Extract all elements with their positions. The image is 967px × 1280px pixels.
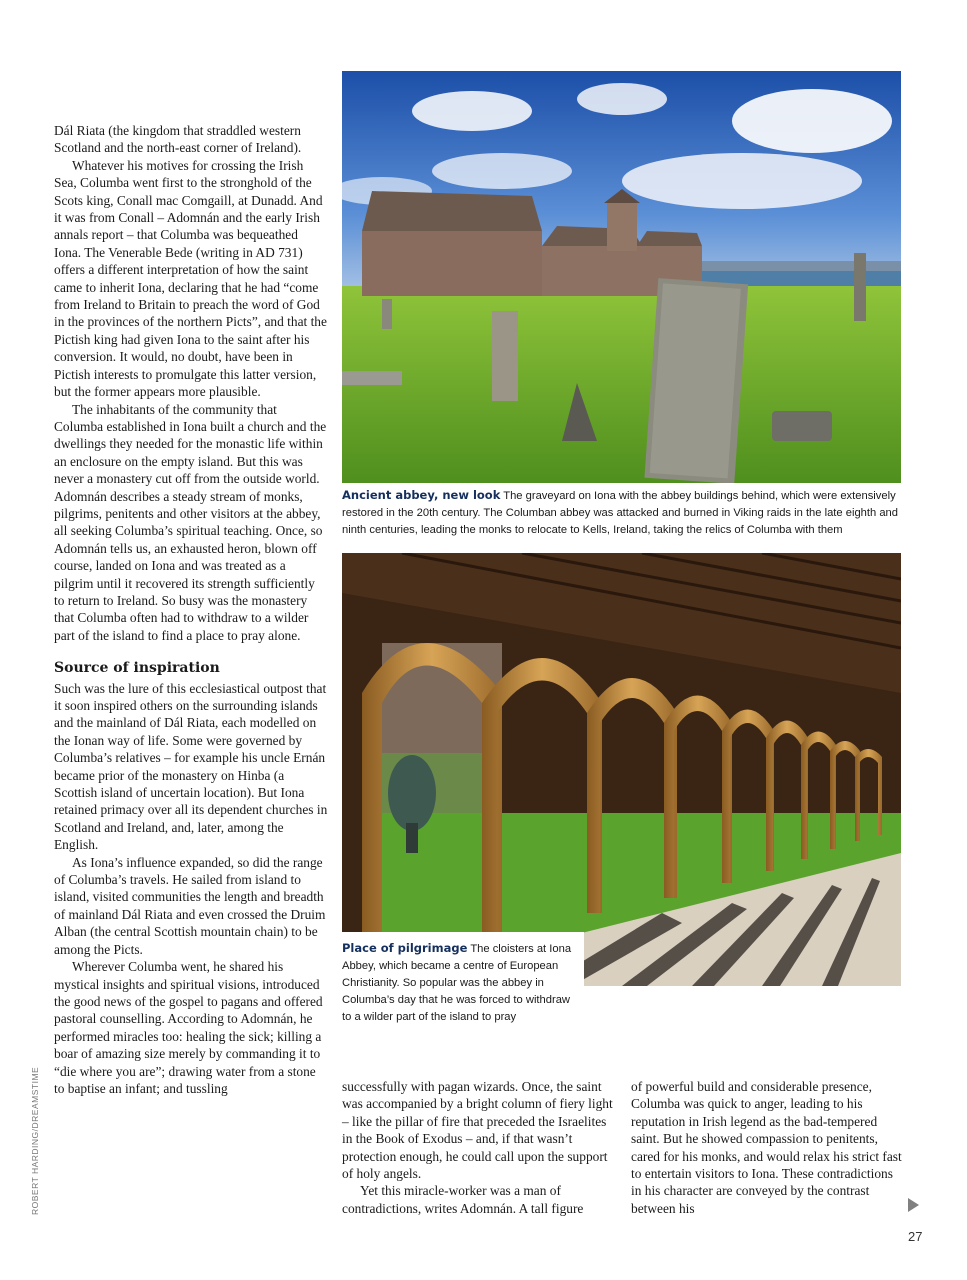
caption-heading: Place of pilgrimage: [342, 941, 468, 955]
abbey-photo-caption: [342, 487, 901, 539]
body-paragraph: As Iona’s influence expanded, so did the range of Columba’s travels. He sailed from island to island, visited communities the length and breadth of mainland Dál Riata and even crossed the Druim Alban (the central Scottish mountain chain) to be among the Picts.: [54, 854, 326, 957]
cloister-photo-caption: [333, 932, 584, 1032]
page-number: 27: [908, 1229, 923, 1244]
article-column-right: [631, 1078, 903, 1217]
photo-credit: ROBERT HARDING/DREAMSTIME: [30, 1066, 40, 1215]
subheading: Source of inspiration: [54, 660, 220, 677]
caption-text: The graveyard on Iona with the abbey buildings behind, which were extensively restored in the 20th century. The Columban abbey was attacked and burned in Viking raids in the late eighth and ninth centuries, leading the monks to relocate to Kells, Ireland, taking the relics of Columba with them: [342, 490, 899, 536]
caption-heading: Ancient abbey, new look: [342, 488, 501, 502]
cloister-photo: [342, 553, 901, 986]
article-column-middle: [342, 1078, 618, 1217]
continue-arrow-icon: [908, 1198, 919, 1212]
body-paragraph: Wherever Columba went, he shared his mystical insights and spiritual visions, introduced the good news of the gospel to pagans and offered pastoral counselling. According to Adomnán, he performed miracles too: healing the sick; killing a boar of amazing size merely by commanding it to “die where you are”; drawing water from a stone to baptise an infant; and tussling: [54, 959, 323, 1096]
body-paragraph: The inhabitants of the community that Columba established in Iona built a church and the dwellings they needed for the monastic life within an enclosure on the empty island. But this was never a monastery cut off from the outside world. Adomnán describes a steady stream of monks, pilgrims, penitents and other visitors at the abbey, all seeking Columba’s spiritual teaching. Once, so Adomnán tells us, an exhausted heron, blown off course, landed on Iona and was treated as a pilgrim until it recovered its strength sufficiently to return to Ireland. So busy was the monastery that Columba often had to withdraw to a wilder part of the island to find a place to pray alone.: [54, 401, 327, 643]
body-paragraph: Whatever his motives for crossing the Irish Sea, Columba went first to the stronghold of the Scots king, Conall mac Comgaill, at Dunadd. And it was from Conall – Adomnán and the early Irish annals report – that Columba was bequeathed Iona. The Venerable Bede (writing in AD 731) offers a different interpretation of how the saint came to inherit Iona, declaring that he had “come from Ireland to Britain to preach the word of God in the provinces of the northern Picts”, and that the Pictish king had given Iona to the saint after his conversion. It would, no doubt, have been in Pictish interests to promulgate this latter version, but the former appears more plausible.: [54, 157, 327, 400]
abbey-graveyard-photo: [342, 71, 901, 483]
article-column-left: [54, 122, 328, 1097]
body-paragraph: Yet this miracle-worker was a man of contradictions, writes Adomnán. A tall figure: [342, 1183, 584, 1216]
body-paragraph: successfully with pagan wizards. Once, the saint was accompanied by a bright column of fiery light – like the pillar of fire that preceded the Israelites in the Book of Exodus – and, if that wasn’t protection enough, he could call upon the support of holy angels.: [342, 1079, 613, 1182]
body-paragraph: Dál Riata (the kingdom that straddled western Scotland and the north-east corner of Ireland).: [54, 123, 302, 156]
caption-text: The cloisters at Iona Abbey, which became a centre of European Christianity. So popular was the abbey in Columba’s day that he was forced to withdraw to a wilder part of the island to pray: [342, 943, 572, 1023]
body-paragraph: Such was the lure of this ecclesiastical outpost that it soon inspired others on the surrounding islands and the mainland of Dál Riata, each modelled on the Ionan way of life. Some were governed by Columba’s relatives – for example his uncle Ernán became prior of the monastery on Hinba (a Scottish island of uncertain location). But Iona retained primacy over all its dependent churches in Scotland and Ireland, and, later, among the English.: [54, 680, 328, 853]
body-paragraph: of powerful build and considerable presence, Columba was quick to anger, leading to his reputation in Irish legend as the bad-tempered saint. But he showed compassion to penitents, cared for his monks, and would relax his strict fast to entertain visitors to Iona. These contradictions in his character are conveyed by the contrast between his: [631, 1079, 902, 1216]
